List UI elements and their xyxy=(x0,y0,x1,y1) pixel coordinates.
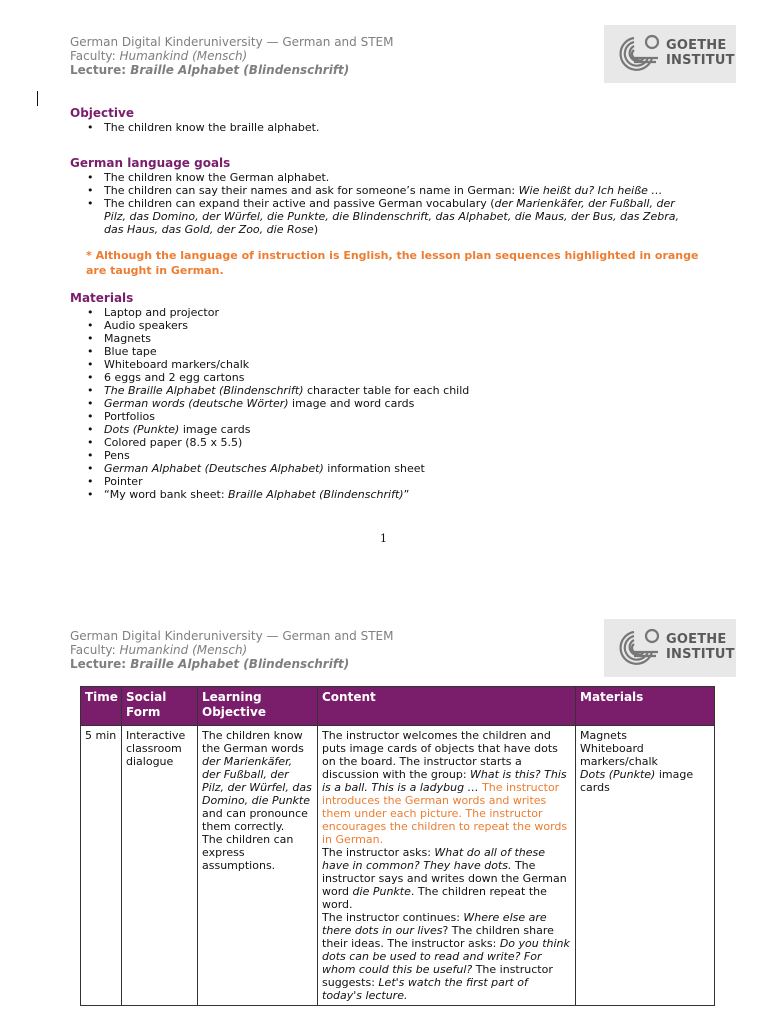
list-item: • Pens xyxy=(86,449,696,462)
language-goals-title: German language goals xyxy=(70,156,231,170)
language-goals-list xyxy=(86,171,696,236)
col-header-learning-objective: Learning Objective xyxy=(198,687,318,726)
list-item: • German words (deutsche Wörter) image and word cards xyxy=(86,397,696,410)
goethe-logo xyxy=(604,619,736,677)
col-header-materials: Materials xyxy=(576,687,715,726)
list-item: • 6 eggs and 2 egg cartons xyxy=(86,371,696,384)
list-item: • Blue tape xyxy=(86,345,696,358)
header-faculty: Faculty: Humankind (Mensch) xyxy=(70,49,248,63)
list-item: • The children know the German alphabet. xyxy=(86,171,696,184)
col-header-content: Content xyxy=(318,687,576,726)
list-item: • “My word bank sheet: Braille Alphabet (Blindenschrift)” xyxy=(86,488,696,501)
goethe-logo-icon xyxy=(612,624,664,672)
list-item: • Pointer xyxy=(86,475,696,488)
list-item: • The children know the braille alphabet. xyxy=(86,121,696,134)
list-item: • German Alphabet (Deutsches Alphabet) information sheet xyxy=(86,462,696,475)
list-item: • Whiteboard markers/chalk xyxy=(86,358,696,371)
orange-note: * Although the language of instruction is English, the lesson plan sequences highlighted in orange are taught in German. xyxy=(86,249,699,277)
objective-list xyxy=(86,121,696,134)
header-lecture: Lecture: Braille Alphabet (Blindenschrift) xyxy=(70,63,350,77)
logo-text: GOETHE INSTITUT xyxy=(666,38,735,68)
page-header xyxy=(70,35,393,78)
goethe-logo xyxy=(604,25,736,83)
page-header-2 xyxy=(70,629,393,672)
header-program: German Digital Kinderuniversity — German and STEM xyxy=(70,35,394,49)
list-item: • Dots (Punkte) image cards xyxy=(86,423,696,436)
header-program: German Digital Kinderuniversity — German and STEM xyxy=(70,629,394,643)
cell-social-form: Interactive classroom dialogue xyxy=(122,726,198,1006)
goethe-logo-icon xyxy=(612,30,664,78)
col-header-social-form: Social Form xyxy=(122,687,198,726)
list-item: • The children can say their names and ask for someone’s name in German: Wie heißt du? Ich heiße … xyxy=(86,184,696,197)
materials-list xyxy=(86,306,696,501)
table-header-row xyxy=(81,687,715,726)
logo-text: GOETHE INSTITUT xyxy=(666,632,735,662)
cell-content: The instructor welcomes the children and puts image cards of objects that have dots on the board. The instructor starts a discussion with the group: What is this? This is a ball. This is a ladybug … The instructor introduces the German words and writes them under each picture. The instructor encourages the children to repeat the words in German. The instructor asks: What do all of these have in common? They have dots. The instructor says and writes down the German word die Punkte. The children repeat the word. The instructor continues: Where else are there dots in our lives? The children share their ideas. The instructor asks: Do you think dots can be used to read and write? For whom could this be useful? The instructor suggests: Let's watch the first part of today's lecture. xyxy=(318,726,576,1006)
list-item: • Colored paper (8.5 x 5.5) xyxy=(86,436,696,449)
list-item: • The children can expand their active and passive German vocabulary (der Marienkäfer, der Fußball, der Pilz, das Domino, der Würfel, die Punkte, die Blindenschrift, das Alphabet, die Maus, der Bus, das Zebra, das Haus, das Gold, der Zoo, die Rose) xyxy=(86,197,696,236)
list-item: • Magnets xyxy=(86,332,696,345)
header-lecture: Lecture: Braille Alphabet (Blindenschrift) xyxy=(70,657,350,671)
cell-learning-objective: The children know the German words der Marienkäfer, der Fußball, der Pilz, der Würfel, das Domino, die Punkte and can pronounce them correctly. The children can express assumptions. xyxy=(198,726,318,1006)
table-row xyxy=(81,726,715,1006)
list-item: • Laptop and projector xyxy=(86,306,696,319)
cell-materials: Magnets Whiteboard markers/chalk Dots (Punkte) image cards xyxy=(576,726,715,1006)
lesson-plan-table xyxy=(80,686,715,1006)
objective-title: Objective xyxy=(70,106,134,120)
list-item: • Portfolios xyxy=(86,410,696,423)
materials-title: Materials xyxy=(70,291,134,305)
header-faculty: Faculty: Humankind (Mensch) xyxy=(70,643,248,657)
col-header-time: Time xyxy=(81,687,122,726)
page-number: 1 xyxy=(380,532,387,545)
cell-time: 5 min xyxy=(81,726,122,1006)
list-item: • The Braille Alphabet (Blindenschrift) character table for each child xyxy=(86,384,696,397)
list-item: • Audio speakers xyxy=(86,319,696,332)
text-cursor xyxy=(37,91,38,106)
